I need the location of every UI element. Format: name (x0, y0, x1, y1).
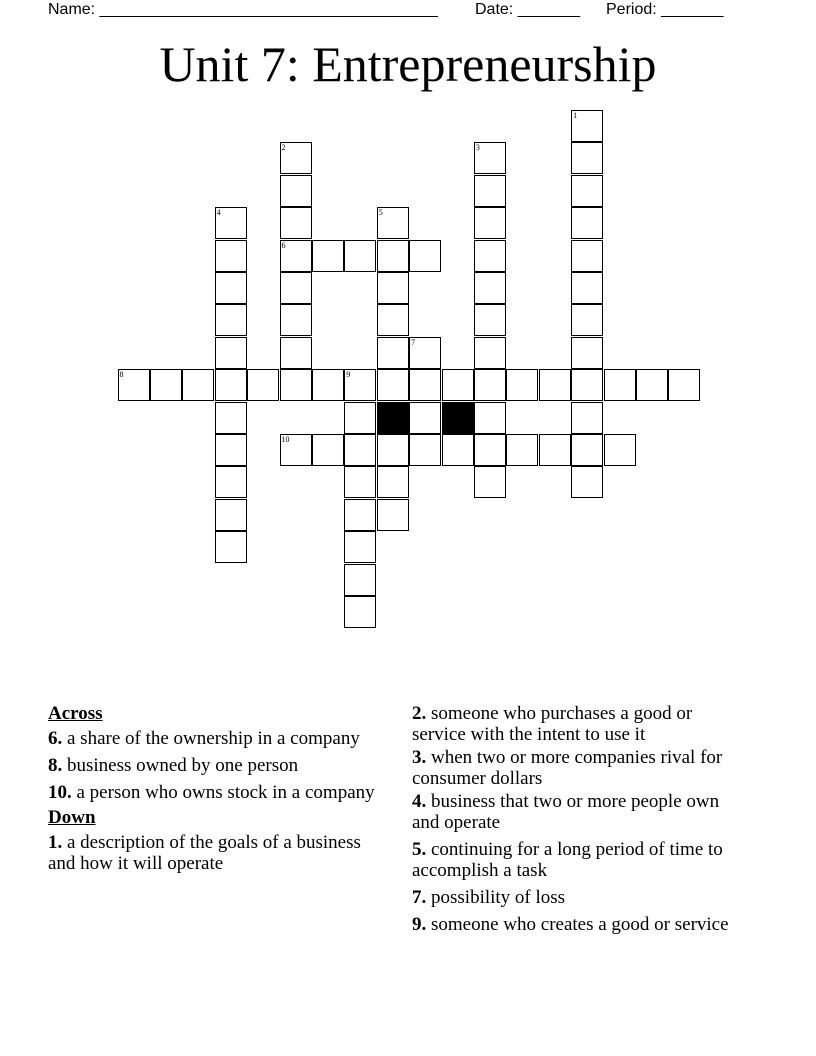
crossword-cell[interactable] (571, 110, 603, 142)
crossword-cell[interactable] (215, 531, 247, 563)
crossword-clue-number: 2 (281, 143, 286, 153)
crossword-cell[interactable] (215, 304, 247, 336)
clue-across-10 (48, 782, 378, 803)
clue-text: a person who owns stock in a company (76, 782, 375, 803)
crossword-cell[interactable] (506, 369, 538, 401)
crossword-black-cell (377, 402, 409, 434)
crossword-cell[interactable] (442, 434, 474, 466)
crossword-clue-number: 4 (216, 208, 221, 218)
crossword-cell[interactable] (474, 402, 506, 434)
crossword-cell[interactable] (150, 369, 182, 401)
crossword-cell[interactable] (474, 369, 506, 401)
clue-down-5 (412, 839, 742, 881)
clue-across-6 (48, 728, 378, 749)
crossword-cell[interactable] (474, 466, 506, 498)
crossword-cell[interactable] (409, 337, 441, 369)
crossword-cell[interactable] (377, 207, 409, 239)
crossword-cell[interactable] (636, 369, 668, 401)
crossword-cell[interactable] (474, 434, 506, 466)
crossword-black-cell (442, 402, 474, 434)
crossword-cell[interactable] (442, 369, 474, 401)
crossword-clue-number: 7 (411, 337, 416, 347)
crossword-cell[interactable] (377, 304, 409, 336)
page-title: Unit 7: Entrepreneurship (159, 36, 657, 92)
clue-down-2 (412, 703, 742, 745)
clue-text: someone who purchases a good or service with the intent to use it (412, 703, 693, 745)
clue-number: 3. (412, 747, 427, 768)
crossword-cell[interactable] (312, 369, 344, 401)
clue-down-7 (412, 887, 742, 908)
crossword-cell[interactable] (280, 369, 312, 401)
crossword-cell[interactable] (215, 369, 247, 401)
clue-number: 7. (412, 887, 427, 908)
crossword-cell[interactable] (344, 434, 376, 466)
crossword-cell[interactable] (571, 337, 603, 369)
crossword-clue-number: 1 (573, 111, 578, 120)
crossword-cell[interactable] (280, 272, 312, 304)
crossword-cell[interactable] (409, 369, 441, 401)
down-heading: Down (48, 807, 96, 828)
crossword-cell[interactable] (280, 175, 312, 207)
crossword-cell[interactable] (409, 434, 441, 466)
crossword-cell[interactable] (280, 337, 312, 369)
crossword-cell[interactable] (571, 369, 603, 401)
crossword-cell[interactable] (280, 304, 312, 336)
crossword-cell[interactable] (280, 434, 312, 466)
crossword-clue-number: 6 (281, 240, 286, 250)
crossword-cell[interactable] (247, 369, 279, 401)
crossword-cell[interactable] (571, 466, 603, 498)
crossword-cell[interactable] (506, 434, 538, 466)
clue-number: 6. (48, 728, 63, 749)
crossword-clue-number: 10 (281, 435, 290, 444)
crossword-cell[interactable] (280, 207, 312, 239)
crossword-cell[interactable] (539, 369, 571, 401)
crossword-cell[interactable] (280, 240, 312, 272)
crossword-cell[interactable] (571, 240, 603, 272)
clue-number: 2. (412, 703, 427, 724)
date-field-label: Date: _______ (475, 1, 580, 18)
crossword-cell[interactable] (377, 466, 409, 498)
crossword-cell[interactable] (668, 369, 700, 401)
crossword-cell[interactable] (604, 369, 636, 401)
crossword-cell[interactable] (344, 240, 376, 272)
crossword-clue-number: 5 (378, 208, 383, 218)
crossword-cell[interactable] (571, 402, 603, 434)
crossword-cell[interactable] (344, 466, 376, 498)
crossword-cell[interactable] (215, 499, 247, 531)
crossword-cell[interactable] (344, 531, 376, 563)
clue-number: 5. (412, 839, 427, 860)
crossword-clue-number: 9 (346, 370, 351, 380)
crossword-cell[interactable] (344, 369, 376, 401)
crossword-cell[interactable] (215, 402, 247, 434)
crossword-cell[interactable] (474, 337, 506, 369)
period-field-label: Period: _______ (606, 1, 724, 18)
clue-number: 8. (48, 755, 63, 776)
crossword-cell[interactable] (571, 142, 603, 174)
crossword-cell[interactable] (215, 207, 247, 239)
clues-column-right (412, 703, 742, 941)
crossword-cell[interactable] (571, 304, 603, 336)
crossword-cell[interactable] (474, 304, 506, 336)
clue-text: continuing for a long period of time to accomplish a task (412, 839, 723, 881)
clue-number: 4. (412, 791, 427, 812)
clue-down-4 (412, 791, 742, 833)
crossword-cell[interactable] (215, 434, 247, 466)
crossword-cell[interactable] (409, 402, 441, 434)
clue-text: possibility of loss (431, 887, 566, 908)
crossword-cell[interactable] (182, 369, 214, 401)
crossword-cell[interactable] (280, 142, 312, 174)
crossword-cell[interactable] (571, 434, 603, 466)
clue-across-8 (48, 755, 378, 776)
clue-text: business that two or more people own and operate (412, 791, 720, 833)
crossword-cell[interactable] (344, 499, 376, 531)
crossword-cell[interactable] (474, 207, 506, 239)
clues-column-left (48, 703, 378, 880)
crossword-cell[interactable] (539, 434, 571, 466)
crossword-cell[interactable] (377, 434, 409, 466)
crossword-cell[interactable] (344, 596, 376, 628)
crossword-cell[interactable] (474, 272, 506, 304)
crossword-cell[interactable] (571, 175, 603, 207)
crossword-cell[interactable] (571, 207, 603, 239)
crossword-cell[interactable] (604, 434, 636, 466)
crossword-cell[interactable] (474, 240, 506, 272)
crossword-cell[interactable] (377, 240, 409, 272)
clue-text: a share of the ownership in a company (67, 728, 360, 749)
crossword-cell[interactable] (312, 240, 344, 272)
crossword-cell[interactable] (344, 402, 376, 434)
clue-down-9 (412, 914, 742, 935)
crossword-cell[interactable] (377, 272, 409, 304)
crossword-clue-number: 3 (475, 143, 480, 153)
clue-number: 1. (48, 832, 63, 853)
clue-down-3 (412, 747, 742, 789)
across-heading: Across (48, 703, 103, 724)
crossword-cell[interactable] (215, 466, 247, 498)
crossword-cell[interactable] (377, 369, 409, 401)
clue-text: someone who creates a good or service (431, 914, 729, 935)
clue-text: a description of the goals of a business and how it will operate (48, 832, 361, 874)
clue-number: 9. (412, 914, 427, 935)
crossword-cell[interactable] (474, 175, 506, 207)
crossword-cell[interactable] (571, 272, 603, 304)
clue-text: business owned by one person (67, 755, 299, 776)
crossword-cell[interactable] (215, 240, 247, 272)
crossword-clue-number: 8 (119, 370, 124, 380)
clue-down-1 (48, 832, 378, 874)
crossword-cell[interactable] (215, 272, 247, 304)
crossword-cell[interactable] (377, 337, 409, 369)
crossword-cell[interactable] (215, 337, 247, 369)
crossword-cell[interactable] (409, 240, 441, 272)
clue-text: when two or more companies rival for consumer dollars (412, 747, 723, 789)
crossword-cell[interactable] (344, 564, 376, 596)
crossword-cell[interactable] (377, 499, 409, 531)
crossword-cell[interactable] (474, 142, 506, 174)
crossword-cell[interactable] (118, 369, 150, 401)
name-field-label: Name: ______________________________________ (48, 1, 438, 18)
crossword-cell[interactable] (312, 434, 344, 466)
clue-number: 10. (48, 782, 72, 803)
